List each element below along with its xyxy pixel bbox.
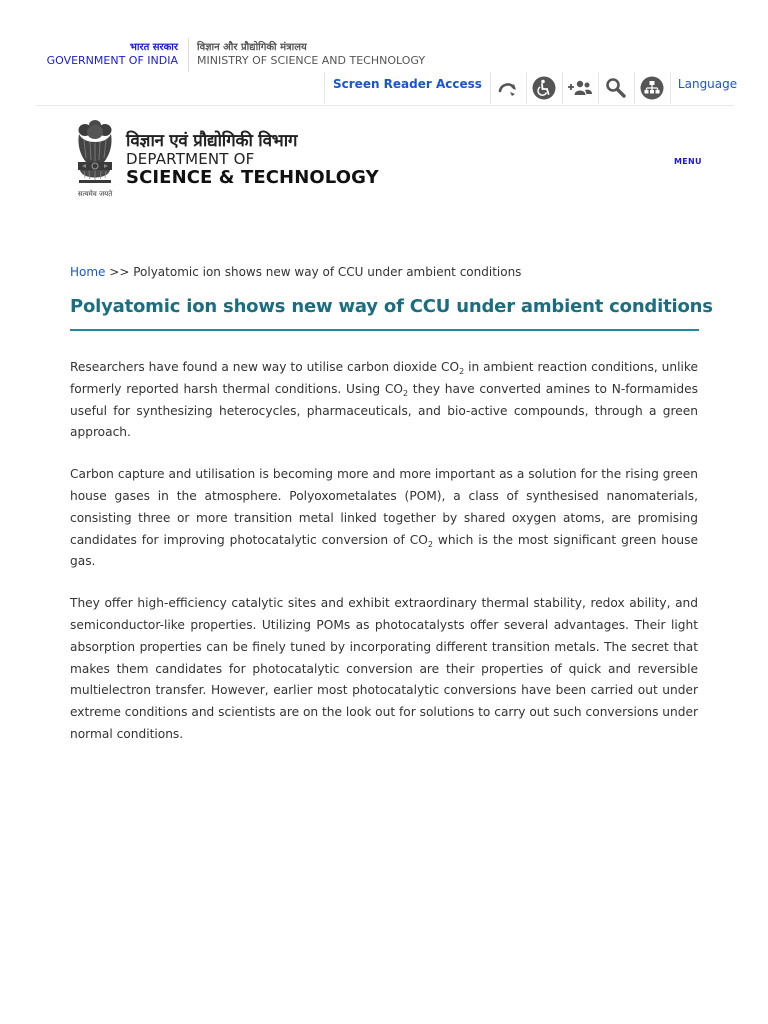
breadcrumb — [70, 265, 521, 279]
breadcrumb-home-link[interactable]: Home — [70, 265, 106, 279]
gov-divider — [188, 38, 189, 72]
social-button[interactable] — [563, 72, 599, 104]
social-icon — [567, 79, 593, 97]
dept-name-line2: SCIENCE & TECHNOLOGY — [126, 167, 379, 188]
article-paragraph-2: Carbon capture and utilisation is becoming more and more important as a solution for the rising green house gases in the atmosphere. Polyoxometalates (POM), a class of synthesised nanomaterials, consisting three or more transition metal linked together by shared oxygen atoms, are promising candidates for improving photocatalytic conversion of $CO_2$ which is the most significant green house gas. — [70, 467, 698, 569]
skip-to-content-icon — [497, 79, 519, 97]
article-paragraph-1: Researchers have found a new way to utilise carbon dioxide $CO_2$ in ambient reaction conditions, unlike formerly reported harsh thermal conditions. Using $CO_2$ they have converted amines to N-formamides useful for synthesizing heterocycles, pharmaceuticals, and bio-active compounds, through a green approach. — [70, 360, 698, 440]
dept-name-hindi: विज्ञान एवं प्रौद्योगिकी विभाग — [126, 131, 298, 151]
breadcrumb-separator: >> — [109, 265, 130, 279]
skip-to-content-button[interactable] — [491, 72, 527, 104]
screen-reader-access-link[interactable]: Screen Reader Access — [324, 72, 491, 104]
article-paragraph-3: They offer high-efficiency catalytic sites and exhibit extraordinary thermal stability, redox ability, and semiconductor-like properties. Utilizing POMs as photocatalysts offer several advantages. Their light absorption properties can be finely tuned by incorporating different transition metals. The secret that makes them candidates for photocatalytic conversion are their properties of quick and reversible multielectron transfer. However, earlier most photocatalytic conversions have been carried out under extreme conditions and scientists are on the look out for solutions to carry out such conversions under normal conditions. — [70, 596, 698, 741]
accessibility-icon — [532, 76, 556, 100]
page-title: Polyatomic ion shows new way of CCU under ambient conditions — [70, 296, 713, 317]
ministry-hindi: विज्ञान और प्रौद्योगिकी मंत्रालय — [197, 42, 307, 53]
sitemap-icon — [640, 76, 664, 100]
gov-india-english: GOVERNMENT OF INDIA — [46, 54, 178, 67]
search-icon — [605, 77, 627, 99]
ministry-english: MINISTRY OF SCIENCE AND TECHNOLOGY — [197, 54, 426, 67]
breadcrumb-current: Polyatomic ion shows new way of CCU under ambient conditions — [133, 265, 522, 279]
ministry-label[interactable] — [197, 42, 425, 68]
accessibility-button[interactable] — [527, 72, 563, 104]
sitemap-button[interactable] — [635, 72, 671, 104]
gov-india-hindi: भारत सरकार — [129, 42, 178, 53]
gov-strip — [0, 38, 768, 104]
gov-india-label[interactable] — [47, 42, 178, 68]
dept-name-line1: DEPARTMENT OF — [126, 150, 255, 168]
title-underline — [70, 329, 699, 331]
search-button[interactable] — [599, 72, 635, 104]
article-body — [70, 357, 698, 766]
accessibility-toolbar — [324, 72, 745, 104]
header-divider — [36, 105, 734, 106]
menu-button[interactable]: MENU — [674, 157, 702, 166]
national-emblem-logo[interactable] — [72, 118, 118, 202]
language-selector[interactable]: Language — [677, 77, 738, 91]
emblem-motto: सत्यमेव जयते — [77, 190, 113, 198]
